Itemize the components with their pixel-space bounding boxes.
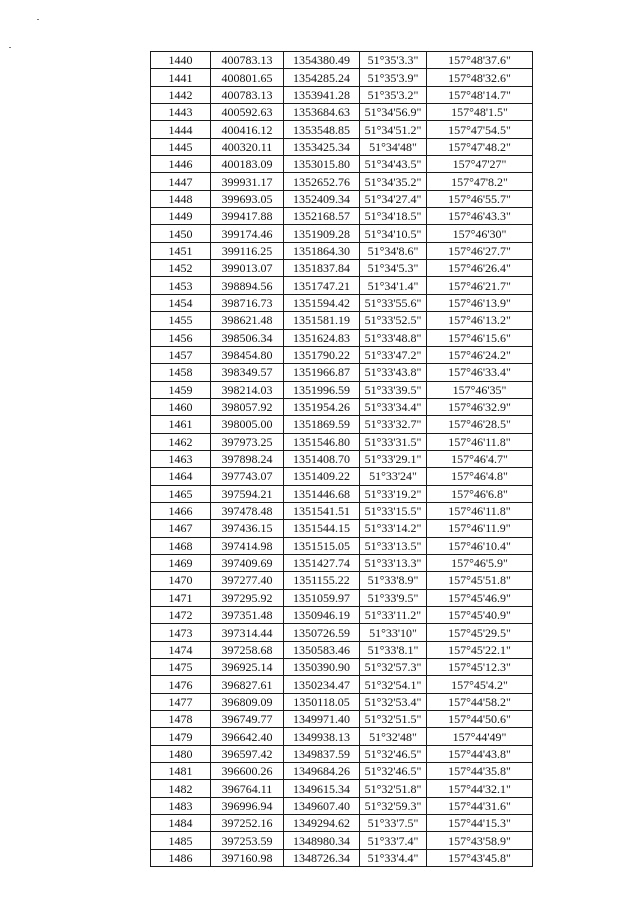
y-coordinate-cell: 1349607.40	[284, 797, 360, 814]
longitude-cell: 157°46'6.8"	[427, 485, 533, 502]
longitude-cell: 157°44'50.6"	[427, 711, 533, 728]
x-coordinate-cell: 397973.25	[211, 433, 284, 450]
table-row	[151, 849, 533, 866]
table-row	[151, 589, 533, 606]
table-row	[151, 763, 533, 780]
point-number-cell: 1481	[151, 763, 211, 780]
y-coordinate-cell: 1351427.74	[284, 554, 360, 571]
scan-speck	[9, 47, 11, 48]
point-number-cell: 1453	[151, 277, 211, 294]
latitude-cell: 51°32'59.3"	[360, 797, 427, 814]
longitude-cell: 157°45'12.3"	[427, 659, 533, 676]
point-number-cell: 1461	[151, 416, 211, 433]
x-coordinate-cell: 397314.44	[211, 624, 284, 641]
longitude-cell: 157°46'11.8"	[427, 502, 533, 519]
table-row	[151, 780, 533, 797]
y-coordinate-cell: 1354285.24	[284, 69, 360, 86]
table-row	[151, 450, 533, 467]
y-coordinate-cell: 1350726.59	[284, 624, 360, 641]
y-coordinate-cell: 1351747.21	[284, 277, 360, 294]
y-coordinate-cell: 1351837.84	[284, 260, 360, 277]
table-row	[151, 381, 533, 398]
x-coordinate-cell: 397252.16	[211, 815, 284, 832]
longitude-cell: 157°46'13.9"	[427, 294, 533, 311]
point-number-cell: 1442	[151, 86, 211, 103]
table-row	[151, 572, 533, 589]
x-coordinate-cell: 398349.57	[211, 364, 284, 381]
latitude-cell: 51°34'56.9"	[360, 104, 427, 121]
x-coordinate-cell: 397414.98	[211, 537, 284, 554]
point-number-cell: 1450	[151, 225, 211, 242]
x-coordinate-cell: 397258.68	[211, 641, 284, 658]
latitude-cell: 51°34'5.3"	[360, 260, 427, 277]
y-coordinate-cell: 1351546.80	[284, 433, 360, 450]
x-coordinate-cell: 399931.17	[211, 173, 284, 190]
latitude-cell: 51°33'4.4"	[360, 849, 427, 866]
point-number-cell: 1477	[151, 693, 211, 710]
point-number-cell: 1449	[151, 208, 211, 225]
latitude-cell: 51°33'43.8"	[360, 364, 427, 381]
x-coordinate-cell: 398454.80	[211, 346, 284, 363]
longitude-cell: 157°46'5.9"	[427, 554, 533, 571]
latitude-cell: 51°33'7.5"	[360, 815, 427, 832]
y-coordinate-cell: 1351790.22	[284, 346, 360, 363]
longitude-cell: 157°48'32.6"	[427, 69, 533, 86]
x-coordinate-cell: 397409.69	[211, 554, 284, 571]
longitude-cell: 157°45'4.2"	[427, 676, 533, 693]
y-coordinate-cell: 1351581.19	[284, 312, 360, 329]
latitude-cell: 51°33'48.8"	[360, 329, 427, 346]
x-coordinate-cell: 400416.12	[211, 121, 284, 138]
latitude-cell: 51°34'48"	[360, 138, 427, 155]
point-number-cell: 1467	[151, 520, 211, 537]
point-number-cell: 1472	[151, 607, 211, 624]
table-row	[151, 173, 533, 190]
latitude-cell: 51°35'3.2"	[360, 86, 427, 103]
latitude-cell: 51°33'24"	[360, 468, 427, 485]
longitude-cell: 157°45'22.1"	[427, 641, 533, 658]
x-coordinate-cell: 399013.07	[211, 260, 284, 277]
y-coordinate-cell: 1351966.87	[284, 364, 360, 381]
latitude-cell: 51°33'10"	[360, 624, 427, 641]
y-coordinate-cell: 1353684.63	[284, 104, 360, 121]
y-coordinate-cell: 1351954.26	[284, 398, 360, 415]
point-number-cell: 1486	[151, 849, 211, 866]
y-coordinate-cell: 1351059.97	[284, 589, 360, 606]
table-row	[151, 711, 533, 728]
y-coordinate-cell: 1351155.22	[284, 572, 360, 589]
x-coordinate-cell: 398506.34	[211, 329, 284, 346]
table-row	[151, 104, 533, 121]
table-row	[151, 52, 533, 69]
latitude-cell: 51°35'3.9"	[360, 69, 427, 86]
point-number-cell: 1460	[151, 398, 211, 415]
y-coordinate-cell: 1349684.26	[284, 763, 360, 780]
latitude-cell: 51°33'8.1"	[360, 641, 427, 658]
y-coordinate-cell: 1353548.85	[284, 121, 360, 138]
point-number-cell: 1462	[151, 433, 211, 450]
point-number-cell: 1469	[151, 554, 211, 571]
longitude-cell: 157°48'14.7"	[427, 86, 533, 103]
x-coordinate-cell: 399693.05	[211, 190, 284, 207]
longitude-cell: 157°46'26.4"	[427, 260, 533, 277]
x-coordinate-cell: 396597.42	[211, 745, 284, 762]
table-row	[151, 398, 533, 415]
longitude-cell: 157°46'30"	[427, 225, 533, 242]
longitude-cell: 157°47'27"	[427, 156, 533, 173]
longitude-cell: 157°45'40.9"	[427, 607, 533, 624]
longitude-cell: 157°44'49"	[427, 728, 533, 745]
x-coordinate-cell: 397594.21	[211, 485, 284, 502]
longitude-cell: 157°47'48.2"	[427, 138, 533, 155]
latitude-cell: 51°33'52.5"	[360, 312, 427, 329]
y-coordinate-cell: 1353425.34	[284, 138, 360, 155]
x-coordinate-cell: 397277.40	[211, 572, 284, 589]
longitude-cell: 157°44'32.1"	[427, 780, 533, 797]
x-coordinate-cell: 396827.61	[211, 676, 284, 693]
longitude-cell: 157°46'11.8"	[427, 433, 533, 450]
y-coordinate-cell: 1350234.47	[284, 676, 360, 693]
table-row	[151, 156, 533, 173]
x-coordinate-cell: 398621.48	[211, 312, 284, 329]
x-coordinate-cell: 399116.25	[211, 242, 284, 259]
y-coordinate-cell: 1351408.70	[284, 450, 360, 467]
latitude-cell: 51°33'55.6"	[360, 294, 427, 311]
x-coordinate-cell: 399174.46	[211, 225, 284, 242]
longitude-cell: 157°46'43.3"	[427, 208, 533, 225]
scan-speck	[37, 19, 39, 20]
y-coordinate-cell: 1350946.19	[284, 607, 360, 624]
y-coordinate-cell: 1352652.76	[284, 173, 360, 190]
longitude-cell: 157°46'32.9"	[427, 398, 533, 415]
longitude-cell: 157°44'58.2"	[427, 693, 533, 710]
point-number-cell: 1443	[151, 104, 211, 121]
latitude-cell: 51°32'46.5"	[360, 763, 427, 780]
latitude-cell: 51°32'48"	[360, 728, 427, 745]
latitude-cell: 51°32'51.8"	[360, 780, 427, 797]
table-row	[151, 693, 533, 710]
y-coordinate-cell: 1350390.90	[284, 659, 360, 676]
y-coordinate-cell: 1351515.05	[284, 537, 360, 554]
x-coordinate-cell: 399417.88	[211, 208, 284, 225]
x-coordinate-cell: 397743.07	[211, 468, 284, 485]
table-row	[151, 86, 533, 103]
x-coordinate-cell: 398214.03	[211, 381, 284, 398]
table-row	[151, 433, 533, 450]
point-number-cell: 1465	[151, 485, 211, 502]
x-coordinate-cell: 397436.15	[211, 520, 284, 537]
latitude-cell: 51°33'15.5"	[360, 502, 427, 519]
point-number-cell: 1446	[151, 156, 211, 173]
latitude-cell: 51°33'9.5"	[360, 589, 427, 606]
point-number-cell: 1454	[151, 294, 211, 311]
table-row	[151, 520, 533, 537]
table-row	[151, 69, 533, 86]
point-number-cell: 1476	[151, 676, 211, 693]
longitude-cell: 157°45'46.9"	[427, 589, 533, 606]
point-number-cell: 1445	[151, 138, 211, 155]
x-coordinate-cell: 400801.65	[211, 69, 284, 86]
latitude-cell: 51°34'27.4"	[360, 190, 427, 207]
table-row	[151, 624, 533, 641]
y-coordinate-cell: 1350583.46	[284, 641, 360, 658]
latitude-cell: 51°33'13.5"	[360, 537, 427, 554]
longitude-cell: 157°46'4.7"	[427, 450, 533, 467]
latitude-cell: 51°33'34.4"	[360, 398, 427, 415]
latitude-cell: 51°33'29.1"	[360, 450, 427, 467]
y-coordinate-cell: 1352409.34	[284, 190, 360, 207]
table-row	[151, 364, 533, 381]
latitude-cell: 51°33'19.2"	[360, 485, 427, 502]
longitude-cell: 157°46'55.7"	[427, 190, 533, 207]
table-row	[151, 554, 533, 571]
y-coordinate-cell: 1353941.28	[284, 86, 360, 103]
table-row	[151, 797, 533, 814]
longitude-cell: 157°46'10.4"	[427, 537, 533, 554]
x-coordinate-cell: 397160.98	[211, 849, 284, 866]
latitude-cell: 51°34'10.5"	[360, 225, 427, 242]
longitude-cell: 157°46'4.8"	[427, 468, 533, 485]
latitude-cell: 51°33'13.3"	[360, 554, 427, 571]
table-row	[151, 416, 533, 433]
table-row	[151, 329, 533, 346]
longitude-cell: 157°45'51.8"	[427, 572, 533, 589]
y-coordinate-cell: 1351446.68	[284, 485, 360, 502]
latitude-cell: 51°34'43.5"	[360, 156, 427, 173]
y-coordinate-cell: 1351996.59	[284, 381, 360, 398]
x-coordinate-cell: 398057.92	[211, 398, 284, 415]
latitude-cell: 51°34'8.6"	[360, 242, 427, 259]
longitude-cell: 157°47'54.5"	[427, 121, 533, 138]
point-number-cell: 1440	[151, 52, 211, 69]
x-coordinate-cell: 400592.63	[211, 104, 284, 121]
x-coordinate-cell: 400783.13	[211, 52, 284, 69]
x-coordinate-cell: 397351.48	[211, 607, 284, 624]
latitude-cell: 51°33'31.5"	[360, 433, 427, 450]
x-coordinate-cell: 398716.73	[211, 294, 284, 311]
longitude-cell: 157°45'29.5"	[427, 624, 533, 641]
longitude-cell: 157°46'28.5"	[427, 416, 533, 433]
y-coordinate-cell: 1351864.30	[284, 242, 360, 259]
point-number-cell: 1485	[151, 832, 211, 849]
longitude-cell: 157°43'58.9"	[427, 832, 533, 849]
point-number-cell: 1444	[151, 121, 211, 138]
y-coordinate-cell: 1349938.13	[284, 728, 360, 745]
y-coordinate-cell: 1348726.34	[284, 849, 360, 866]
point-number-cell: 1484	[151, 815, 211, 832]
table-row	[151, 260, 533, 277]
latitude-cell: 51°33'47.2"	[360, 346, 427, 363]
longitude-cell: 157°46'33.4"	[427, 364, 533, 381]
y-coordinate-cell: 1351594.42	[284, 294, 360, 311]
point-number-cell: 1466	[151, 502, 211, 519]
point-number-cell: 1473	[151, 624, 211, 641]
latitude-cell: 51°33'32.7"	[360, 416, 427, 433]
latitude-cell: 51°32'46.5"	[360, 745, 427, 762]
longitude-cell: 157°46'21.7"	[427, 277, 533, 294]
y-coordinate-cell: 1351624.83	[284, 329, 360, 346]
x-coordinate-cell: 400783.13	[211, 86, 284, 103]
table-row	[151, 728, 533, 745]
x-coordinate-cell: 398894.56	[211, 277, 284, 294]
y-coordinate-cell: 1353015.80	[284, 156, 360, 173]
table-row	[151, 832, 533, 849]
table-row	[151, 659, 533, 676]
latitude-cell: 51°32'51.5"	[360, 711, 427, 728]
x-coordinate-cell: 396764.11	[211, 780, 284, 797]
point-number-cell: 1441	[151, 69, 211, 86]
x-coordinate-cell: 397898.24	[211, 450, 284, 467]
table-row	[151, 468, 533, 485]
longitude-cell: 157°46'24.2"	[427, 346, 533, 363]
table-row	[151, 190, 533, 207]
point-number-cell: 1452	[151, 260, 211, 277]
latitude-cell: 51°34'18.5"	[360, 208, 427, 225]
x-coordinate-cell: 398005.00	[211, 416, 284, 433]
longitude-cell: 157°46'15.6"	[427, 329, 533, 346]
latitude-cell: 51°33'8.9"	[360, 572, 427, 589]
x-coordinate-cell: 396925.14	[211, 659, 284, 676]
x-coordinate-cell: 396600.26	[211, 763, 284, 780]
y-coordinate-cell: 1351544.15	[284, 520, 360, 537]
table-row	[151, 277, 533, 294]
point-number-cell: 1459	[151, 381, 211, 398]
y-coordinate-cell: 1354380.49	[284, 52, 360, 69]
y-coordinate-cell: 1349294.62	[284, 815, 360, 832]
table-row	[151, 208, 533, 225]
point-number-cell: 1456	[151, 329, 211, 346]
table-row	[151, 641, 533, 658]
table-row	[151, 607, 533, 624]
longitude-cell: 157°46'27.7"	[427, 242, 533, 259]
longitude-cell: 157°44'35.8"	[427, 763, 533, 780]
table-row	[151, 502, 533, 519]
point-number-cell: 1448	[151, 190, 211, 207]
latitude-cell: 51°33'14.2"	[360, 520, 427, 537]
table-row	[151, 138, 533, 155]
longitude-cell: 157°44'31.6"	[427, 797, 533, 814]
coordinates-table	[150, 51, 533, 867]
table-row	[151, 745, 533, 762]
point-number-cell: 1475	[151, 659, 211, 676]
latitude-cell: 51°34'35.2"	[360, 173, 427, 190]
latitude-cell: 51°33'7.4"	[360, 832, 427, 849]
point-number-cell: 1470	[151, 572, 211, 589]
x-coordinate-cell: 396642.40	[211, 728, 284, 745]
y-coordinate-cell: 1351909.28	[284, 225, 360, 242]
latitude-cell: 51°35'3.3"	[360, 52, 427, 69]
point-number-cell: 1479	[151, 728, 211, 745]
x-coordinate-cell: 397295.92	[211, 589, 284, 606]
table-row	[151, 676, 533, 693]
y-coordinate-cell: 1351869.59	[284, 416, 360, 433]
longitude-cell: 157°43'45.8"	[427, 849, 533, 866]
longitude-cell: 157°46'13.2"	[427, 312, 533, 329]
table-row	[151, 346, 533, 363]
point-number-cell: 1447	[151, 173, 211, 190]
table-row	[151, 121, 533, 138]
point-number-cell: 1483	[151, 797, 211, 814]
y-coordinate-cell: 1349615.34	[284, 780, 360, 797]
table-row	[151, 485, 533, 502]
coordinates-table-body	[151, 52, 533, 867]
table-row	[151, 225, 533, 242]
table-row	[151, 242, 533, 259]
y-coordinate-cell: 1348980.34	[284, 832, 360, 849]
point-number-cell: 1455	[151, 312, 211, 329]
table-row	[151, 815, 533, 832]
table-row	[151, 537, 533, 554]
longitude-cell: 157°48'1.5"	[427, 104, 533, 121]
table-row	[151, 312, 533, 329]
point-number-cell: 1464	[151, 468, 211, 485]
x-coordinate-cell: 396809.09	[211, 693, 284, 710]
longitude-cell: 157°46'11.9"	[427, 520, 533, 537]
latitude-cell: 51°32'57.3"	[360, 659, 427, 676]
longitude-cell: 157°48'37.6"	[427, 52, 533, 69]
latitude-cell: 51°32'53.4"	[360, 693, 427, 710]
table-row	[151, 294, 533, 311]
latitude-cell: 51°34'51.2"	[360, 121, 427, 138]
y-coordinate-cell: 1350118.05	[284, 693, 360, 710]
point-number-cell: 1471	[151, 589, 211, 606]
y-coordinate-cell: 1352168.57	[284, 208, 360, 225]
x-coordinate-cell: 400320.11	[211, 138, 284, 155]
point-number-cell: 1482	[151, 780, 211, 797]
longitude-cell: 157°46'35"	[427, 381, 533, 398]
point-number-cell: 1478	[151, 711, 211, 728]
y-coordinate-cell: 1349837.59	[284, 745, 360, 762]
point-number-cell: 1457	[151, 346, 211, 363]
latitude-cell: 51°32'54.1"	[360, 676, 427, 693]
latitude-cell: 51°33'39.5"	[360, 381, 427, 398]
latitude-cell: 51°33'11.2"	[360, 607, 427, 624]
x-coordinate-cell: 396996.94	[211, 797, 284, 814]
point-number-cell: 1474	[151, 641, 211, 658]
x-coordinate-cell: 397478.48	[211, 502, 284, 519]
x-coordinate-cell: 397253.59	[211, 832, 284, 849]
y-coordinate-cell: 1351409.22	[284, 468, 360, 485]
point-number-cell: 1480	[151, 745, 211, 762]
longitude-cell: 157°44'15.3"	[427, 815, 533, 832]
point-number-cell: 1451	[151, 242, 211, 259]
y-coordinate-cell: 1351541.51	[284, 502, 360, 519]
longitude-cell: 157°47'8.2"	[427, 173, 533, 190]
latitude-cell: 51°34'1.4"	[360, 277, 427, 294]
y-coordinate-cell: 1349971.40	[284, 711, 360, 728]
point-number-cell: 1458	[151, 364, 211, 381]
point-number-cell: 1463	[151, 450, 211, 467]
longitude-cell: 157°44'43.8"	[427, 745, 533, 762]
x-coordinate-cell: 400183.09	[211, 156, 284, 173]
point-number-cell: 1468	[151, 537, 211, 554]
x-coordinate-cell: 396749.77	[211, 711, 284, 728]
